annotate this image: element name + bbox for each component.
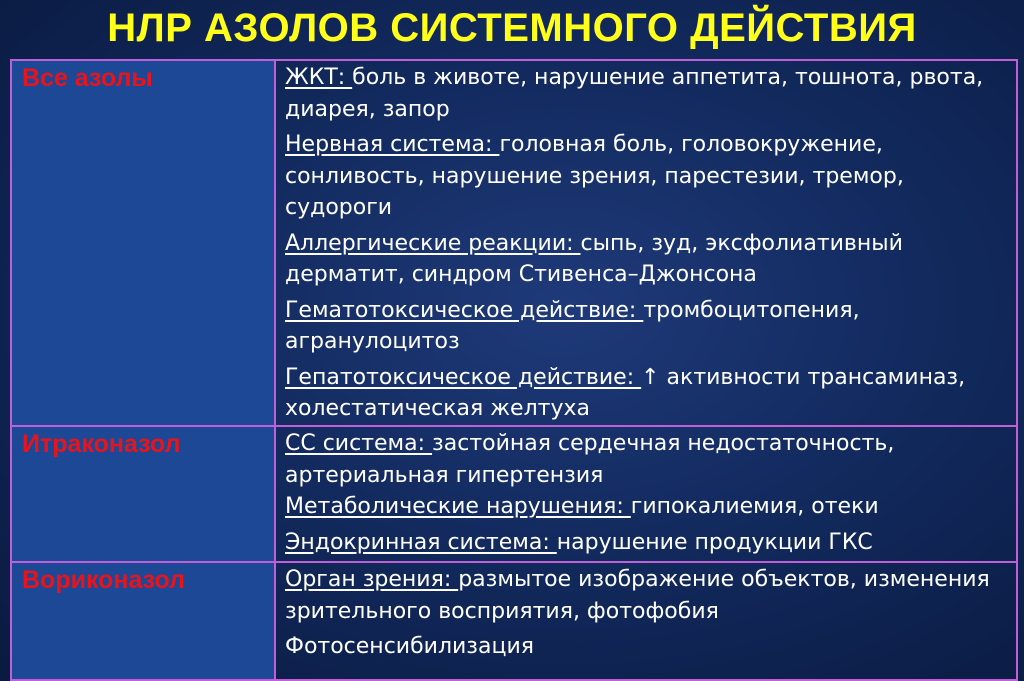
drug-name: Все азолы <box>22 64 153 92</box>
reaction-category: Метаболические нарушения: <box>285 494 631 519</box>
reaction-text: гипокалиемия, отеки <box>630 494 879 519</box>
reaction-text: ↑ активности трансаминаз, холестатическая желтуха <box>285 364 966 421</box>
reaction-text: сыпь, зуд, эксфолиативный дерматит, синдром Стивенса–Джонсона <box>285 230 903 287</box>
table-row <box>11 60 1017 426</box>
reaction-entry <box>276 129 1016 224</box>
reaction-entry <box>276 564 1016 627</box>
reaction-entry <box>276 228 1016 291</box>
reaction-entry <box>276 631 1016 663</box>
reaction-text: нарушение продукции ГКС <box>556 529 873 555</box>
reactions-cell <box>275 426 1017 562</box>
reaction-category: Гематотоксическое действие: <box>285 297 644 323</box>
reaction-entry <box>276 491 1016 523</box>
table-row <box>11 426 1017 562</box>
adverse-reactions-table <box>10 59 1018 681</box>
reaction-category: Нервная система: <box>285 132 500 157</box>
reaction-category: ЖКТ: <box>285 65 353 90</box>
table-row <box>11 562 1017 680</box>
reaction-text: размытое изображение объектов, изменения зрительного восприятия, фотофобия <box>285 567 990 624</box>
reaction-text: тромбоцитопения, агранулоцитоз <box>285 297 860 354</box>
reaction-entry <box>276 362 1016 425</box>
reaction-category: Эндокринная система: <box>285 529 557 555</box>
reaction-text: Фотосенсибилизация <box>285 634 534 659</box>
reaction-category: Орган зрения: <box>285 567 459 592</box>
reaction-text: боль в животе, нарушение аппетита, тошнота, рвота, диарея, запор <box>285 65 984 122</box>
reaction-category: СС система: <box>285 431 433 456</box>
drug-cell <box>11 562 275 680</box>
reaction-entry <box>276 428 1016 491</box>
drug-cell <box>11 426 275 562</box>
reaction-entry <box>276 62 1016 125</box>
reactions-cell <box>275 562 1017 680</box>
drug-cell <box>11 60 275 426</box>
reaction-category: Аллергические реакции: <box>285 230 581 256</box>
drug-name: Итраконазол <box>22 430 181 458</box>
reaction-text: головная боль, головокружение, сонливость, нарушение зрения, парестезии, тремор, судороги <box>285 132 904 220</box>
reaction-entry <box>276 527 1016 559</box>
drug-name: Вориконазол <box>22 566 186 594</box>
reaction-entry <box>276 295 1016 358</box>
reactions-cell <box>275 60 1017 426</box>
reaction-text: застойная сердечная недостаточность, артериальная гипертензия <box>285 431 895 488</box>
page-title: НЛР АЗОЛОВ СИСТЕМНОГО ДЕЙСТВИЯ <box>107 6 917 50</box>
reaction-category: Гепатотоксическое действие: <box>285 364 642 390</box>
